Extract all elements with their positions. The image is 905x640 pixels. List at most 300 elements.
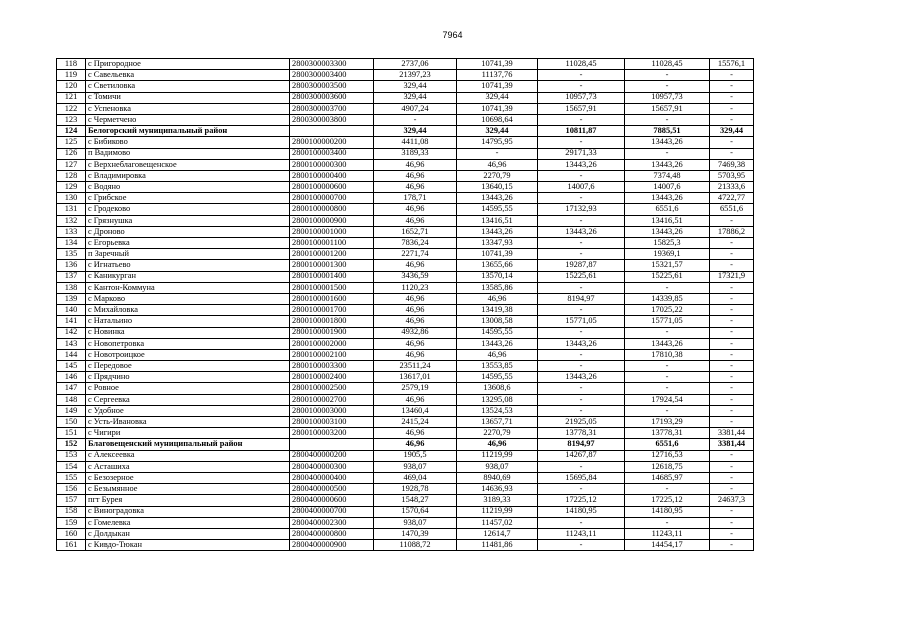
value-col-3: 13443,26 — [538, 159, 625, 170]
settlement-code: 2800100000300 — [290, 159, 374, 170]
value-col-2: 11481,86 — [457, 540, 538, 551]
row-number: 143 — [57, 338, 86, 349]
table-row — [57, 182, 754, 193]
value-col-1: 2579,19 — [374, 383, 457, 394]
value-col-4: - — [625, 484, 710, 495]
value-col-5: - — [710, 417, 754, 428]
row-number: 132 — [57, 215, 86, 226]
value-col-3: - — [538, 282, 625, 293]
value-col-5: - — [710, 305, 754, 316]
value-col-1: 2737,06 — [374, 59, 457, 70]
district-total-row — [57, 126, 754, 137]
value-col-4: 13778,31 — [625, 428, 710, 439]
value-col-2: 13008,58 — [457, 316, 538, 327]
table-row — [57, 394, 754, 405]
value-col-5: - — [710, 70, 754, 81]
value-col-2: 14636,93 — [457, 484, 538, 495]
value-col-4: 13443,26 — [625, 226, 710, 237]
value-col-3: - — [538, 361, 625, 372]
value-col-3: 13443,26 — [538, 338, 625, 349]
settlement-code: 2800300003500 — [290, 81, 374, 92]
value-col-4: 17810,38 — [625, 349, 710, 360]
settlement-code: 2800300003800 — [290, 114, 374, 125]
settlement-code: 2800100001700 — [290, 305, 374, 316]
table-row — [57, 103, 754, 114]
value-col-4: 7374,48 — [625, 170, 710, 181]
settlement-code: 2800400000500 — [290, 484, 374, 495]
value-col-1: 1652,71 — [374, 226, 457, 237]
settlement-code: 2800100003000 — [290, 405, 374, 416]
value-col-3: 8194,97 — [538, 293, 625, 304]
value-col-2: 13524,53 — [457, 405, 538, 416]
value-col-5: 6551,6 — [710, 204, 754, 215]
table-row — [57, 517, 754, 528]
value-col-5: - — [710, 249, 754, 260]
settlement-code: 2800100002400 — [290, 372, 374, 383]
settlement-name: с Передовое — [86, 361, 290, 372]
settlement-code: 2800300003700 — [290, 103, 374, 114]
value-col-4: - — [625, 148, 710, 159]
value-col-4: 14454,17 — [625, 540, 710, 551]
value-col-5: - — [710, 506, 754, 517]
value-col-2: 13419,38 — [457, 305, 538, 316]
row-number: 149 — [57, 405, 86, 416]
settlement-name: с Верхнеблаговещенское — [86, 159, 290, 170]
table-row — [57, 305, 754, 316]
value-col-1: 1905,5 — [374, 450, 457, 461]
value-col-1: 4932,86 — [374, 327, 457, 338]
value-col-3: 11243,11 — [538, 528, 625, 539]
value-col-2: 11457,02 — [457, 517, 538, 528]
value-col-2: 10741,39 — [457, 249, 538, 260]
settlement-code: 2800100000200 — [290, 137, 374, 148]
settlement-code: 2800300003400 — [290, 70, 374, 81]
settlement-code: 2800400000200 — [290, 450, 374, 461]
value-col-5: 7469,38 — [710, 159, 754, 170]
table-row — [57, 495, 754, 506]
settlement-name: с Егорьевка — [86, 238, 290, 249]
table-row — [57, 293, 754, 304]
row-number: 158 — [57, 506, 86, 517]
settlement-code: 2800100003400 — [290, 148, 374, 159]
table-row — [57, 383, 754, 394]
page-number: 7964 — [442, 30, 463, 40]
value-col-4: - — [625, 282, 710, 293]
value-col-1: 46,96 — [374, 439, 457, 450]
settlement-name: с Дроново — [86, 226, 290, 237]
value-col-3: - — [538, 383, 625, 394]
settlement-name: с Кивдо-Тюкан — [86, 540, 290, 551]
settlement-code: 2800100001800 — [290, 316, 374, 327]
row-number: 139 — [57, 293, 86, 304]
value-col-3: 15771,05 — [538, 316, 625, 327]
value-col-5: - — [710, 327, 754, 338]
value-col-5: - — [710, 282, 754, 293]
row-number: 128 — [57, 170, 86, 181]
settlement-name: с Безозерное — [86, 472, 290, 483]
settlement-name: с Игнатьево — [86, 260, 290, 271]
settlement-code: 2800400000800 — [290, 528, 374, 539]
settlement-code: 2800100001400 — [290, 271, 374, 282]
value-col-1: 13460,4 — [374, 405, 457, 416]
value-col-1: 469,04 — [374, 472, 457, 483]
settlement-code: 2800100000400 — [290, 170, 374, 181]
row-number: 135 — [57, 249, 86, 260]
table-row — [57, 249, 754, 260]
table-row — [57, 282, 754, 293]
value-col-5: - — [710, 148, 754, 159]
value-col-2: 13570,14 — [457, 271, 538, 282]
value-col-4: 13443,26 — [625, 338, 710, 349]
value-col-2: 13655,66 — [457, 260, 538, 271]
row-number: 160 — [57, 528, 86, 539]
value-col-3: - — [538, 405, 625, 416]
settlement-code — [290, 126, 374, 137]
row-number: 159 — [57, 517, 86, 528]
row-number: 131 — [57, 204, 86, 215]
value-col-3: 8194,97 — [538, 439, 625, 450]
settlement-name: с Ровное — [86, 383, 290, 394]
table-row — [57, 417, 754, 428]
value-col-2: 2270,79 — [457, 428, 538, 439]
value-col-1: 23511,24 — [374, 361, 457, 372]
table-row — [57, 238, 754, 249]
value-col-1: - — [374, 114, 457, 125]
value-col-2: 13657,71 — [457, 417, 538, 428]
value-col-3: - — [538, 215, 625, 226]
value-col-1: 46,96 — [374, 159, 457, 170]
settlement-name: с Алексеевка — [86, 450, 290, 461]
table-row — [57, 405, 754, 416]
value-col-1: 4907,24 — [374, 103, 457, 114]
value-col-2: 329,44 — [457, 92, 538, 103]
settlement-name: с Удобное — [86, 405, 290, 416]
value-col-3: 15695,84 — [538, 472, 625, 483]
settlement-code: 2800400000300 — [290, 461, 374, 472]
value-col-3: - — [538, 305, 625, 316]
settlement-name: Благовещенский муниципальный район — [86, 439, 290, 450]
value-col-5: - — [710, 215, 754, 226]
settlement-name: с Бибиково — [86, 137, 290, 148]
value-col-4: 17025,22 — [625, 305, 710, 316]
value-col-5: - — [710, 92, 754, 103]
value-col-5: - — [710, 372, 754, 383]
settlement-code: 2800100002500 — [290, 383, 374, 394]
value-col-2: 13443,26 — [457, 193, 538, 204]
row-number: 146 — [57, 372, 86, 383]
table-row — [57, 361, 754, 372]
value-col-3: 17225,12 — [538, 495, 625, 506]
settlement-name: с Долдыкан — [86, 528, 290, 539]
value-col-1: 2415,24 — [374, 417, 457, 428]
value-col-5: 4722,77 — [710, 193, 754, 204]
value-col-1: 1548,27 — [374, 495, 457, 506]
value-col-1: 1570,64 — [374, 506, 457, 517]
value-col-1: 3436,59 — [374, 271, 457, 282]
settlement-name: с Грибское — [86, 193, 290, 204]
settlement-code: 2800100001000 — [290, 226, 374, 237]
value-col-5: - — [710, 528, 754, 539]
value-col-2: 329,44 — [457, 126, 538, 137]
value-col-2: 13640,15 — [457, 182, 538, 193]
settlement-code: 2800100002100 — [290, 349, 374, 360]
settlement-name: с Каникурган — [86, 271, 290, 282]
settlement-name: с Михайловка — [86, 305, 290, 316]
settlement-name: с Сергеевка — [86, 394, 290, 405]
value-col-1: 1928,78 — [374, 484, 457, 495]
table-row — [57, 59, 754, 70]
row-number: 148 — [57, 394, 86, 405]
value-col-5: 21333,6 — [710, 182, 754, 193]
value-col-3: - — [538, 540, 625, 551]
value-col-1: 21397,23 — [374, 70, 457, 81]
settlement-name: с Успеновка — [86, 103, 290, 114]
value-col-4: 7885,51 — [625, 126, 710, 137]
settlement-name: п Заречный — [86, 249, 290, 260]
value-col-4: 6551,6 — [625, 204, 710, 215]
settlement-name: с Марково — [86, 293, 290, 304]
value-col-5: - — [710, 114, 754, 125]
settlement-name: с Новотроицкое — [86, 349, 290, 360]
row-number: 141 — [57, 316, 86, 327]
row-number: 157 — [57, 495, 86, 506]
value-col-5: 17321,9 — [710, 271, 754, 282]
value-col-3: 14007,6 — [538, 182, 625, 193]
settlement-name: с Пригородное — [86, 59, 290, 70]
value-col-4: 15825,3 — [625, 238, 710, 249]
value-col-3: - — [538, 461, 625, 472]
settlement-code: 2800400002300 — [290, 517, 374, 528]
settlements-table — [56, 58, 754, 551]
value-col-3: 19287,87 — [538, 260, 625, 271]
value-col-2: 14595,55 — [457, 204, 538, 215]
value-col-4: - — [625, 372, 710, 383]
value-col-5: 17886,2 — [710, 226, 754, 237]
value-col-1: 938,07 — [374, 461, 457, 472]
value-col-3: 13443,26 — [538, 372, 625, 383]
value-col-5: - — [710, 383, 754, 394]
value-col-3: 14267,87 — [538, 450, 625, 461]
value-col-5: 5703,95 — [710, 170, 754, 181]
value-col-2: 46,96 — [457, 293, 538, 304]
value-col-1: 46,96 — [374, 170, 457, 181]
value-col-4: 15321,57 — [625, 260, 710, 271]
settlement-code: 2800300003600 — [290, 92, 374, 103]
settlement-code: 2800400000600 — [290, 495, 374, 506]
value-col-5: - — [710, 316, 754, 327]
settlement-code: 2800100000900 — [290, 215, 374, 226]
value-col-1: 46,96 — [374, 260, 457, 271]
value-col-1: 46,96 — [374, 215, 457, 226]
value-col-4: - — [625, 517, 710, 528]
table-row — [57, 226, 754, 237]
value-col-5: - — [710, 338, 754, 349]
table-row — [57, 338, 754, 349]
value-col-4: - — [625, 114, 710, 125]
value-col-1: 1120,23 — [374, 282, 457, 293]
value-col-4: 10957,73 — [625, 92, 710, 103]
value-col-3: - — [538, 249, 625, 260]
settlement-name: с Натальино — [86, 316, 290, 327]
value-col-1: 46,96 — [374, 349, 457, 360]
value-col-3: 17132,93 — [538, 204, 625, 215]
table-row — [57, 484, 754, 495]
table-row — [57, 193, 754, 204]
value-col-5: - — [710, 293, 754, 304]
value-col-5: - — [710, 540, 754, 551]
value-col-5: 15576,1 — [710, 59, 754, 70]
row-number: 145 — [57, 361, 86, 372]
value-col-4: 11243,11 — [625, 528, 710, 539]
settlement-name: с Томичи — [86, 92, 290, 103]
value-col-3: 10957,73 — [538, 92, 625, 103]
table-row — [57, 148, 754, 159]
settlement-name: с Прядчино — [86, 372, 290, 383]
value-col-3: - — [538, 349, 625, 360]
value-col-4: - — [625, 81, 710, 92]
value-col-1: 13617,01 — [374, 372, 457, 383]
row-number: 133 — [57, 226, 86, 237]
value-col-3: - — [538, 484, 625, 495]
value-col-2: 2270,79 — [457, 170, 538, 181]
value-col-2: 13553,85 — [457, 361, 538, 372]
value-col-2: 8940,69 — [457, 472, 538, 483]
row-number: 161 — [57, 540, 86, 551]
value-col-2: 13295,08 — [457, 394, 538, 405]
value-col-5: 329,44 — [710, 126, 754, 137]
value-col-3: - — [538, 170, 625, 181]
value-col-2: 14795,95 — [457, 137, 538, 148]
value-col-3: 15657,91 — [538, 103, 625, 114]
row-number: 129 — [57, 182, 86, 193]
value-col-5: - — [710, 472, 754, 483]
value-col-1: 46,96 — [374, 338, 457, 349]
value-col-2: 14595,55 — [457, 372, 538, 383]
value-col-4: 15771,05 — [625, 316, 710, 327]
settlement-code: 2800100002000 — [290, 338, 374, 349]
value-col-3: 29171,33 — [538, 148, 625, 159]
value-col-4: - — [625, 361, 710, 372]
table-row — [57, 461, 754, 472]
settlement-code: 2800100001900 — [290, 327, 374, 338]
value-col-1: 46,96 — [374, 182, 457, 193]
value-col-3: - — [538, 238, 625, 249]
settlement-code: 2800100001300 — [290, 260, 374, 271]
settlement-name: с Усть-Ивановка — [86, 417, 290, 428]
value-col-5: - — [710, 238, 754, 249]
row-number: 138 — [57, 282, 86, 293]
row-number: 124 — [57, 126, 86, 137]
settlement-code: 2800100003200 — [290, 428, 374, 439]
value-col-4: - — [625, 383, 710, 394]
table-row — [57, 81, 754, 92]
value-col-5: - — [710, 461, 754, 472]
value-col-4: 14339,85 — [625, 293, 710, 304]
value-col-5: - — [710, 361, 754, 372]
value-col-4: 13443,26 — [625, 159, 710, 170]
settlement-name: п Вадимово — [86, 148, 290, 159]
value-col-2: 11219,99 — [457, 450, 538, 461]
value-col-1: 46,96 — [374, 428, 457, 439]
value-col-2: 10741,39 — [457, 103, 538, 114]
row-number: 126 — [57, 148, 86, 159]
settlement-name: с Кантон-Коммуна — [86, 282, 290, 293]
value-col-1: 2271,74 — [374, 249, 457, 260]
settlement-name: с Асташиха — [86, 461, 290, 472]
settlement-code: 2800100003300 — [290, 361, 374, 372]
value-col-3: - — [538, 517, 625, 528]
value-col-2: 13416,51 — [457, 215, 538, 226]
row-number: 121 — [57, 92, 86, 103]
value-col-5: - — [710, 394, 754, 405]
value-col-1: 46,96 — [374, 305, 457, 316]
settlement-name: с Светиловка — [86, 81, 290, 92]
value-col-4: 14180,95 — [625, 506, 710, 517]
table-row — [57, 159, 754, 170]
value-col-4: 14007,6 — [625, 182, 710, 193]
value-col-3: 13778,31 — [538, 428, 625, 439]
row-number: 120 — [57, 81, 86, 92]
table-row — [57, 349, 754, 360]
value-col-5: - — [710, 517, 754, 528]
settlement-name: с Савельевка — [86, 70, 290, 81]
row-number: 123 — [57, 114, 86, 125]
value-col-2: - — [457, 148, 538, 159]
table-row — [57, 327, 754, 338]
value-col-2: 10741,39 — [457, 59, 538, 70]
value-col-5: - — [710, 81, 754, 92]
value-col-2: 938,07 — [457, 461, 538, 472]
table-row — [57, 137, 754, 148]
value-col-1: 7836,24 — [374, 238, 457, 249]
table-body — [57, 59, 754, 551]
table-row — [57, 170, 754, 181]
settlement-name: пгт Бурея — [86, 495, 290, 506]
row-number: 119 — [57, 70, 86, 81]
value-col-2: 14595,55 — [457, 327, 538, 338]
value-col-1: 1470,39 — [374, 528, 457, 539]
table-row — [57, 92, 754, 103]
table-row — [57, 506, 754, 517]
value-col-3: 11028,45 — [538, 59, 625, 70]
value-col-1: 46,96 — [374, 394, 457, 405]
value-col-3: - — [538, 327, 625, 338]
table-row — [57, 271, 754, 282]
settlement-code: 2800100002700 — [290, 394, 374, 405]
value-col-3: - — [538, 394, 625, 405]
value-col-4: 6551,6 — [625, 439, 710, 450]
value-col-1: 11088,72 — [374, 540, 457, 551]
settlement-name: с Новинка — [86, 327, 290, 338]
settlement-name: с Черметчено — [86, 114, 290, 125]
settlement-name: с Водяно — [86, 182, 290, 193]
row-number: 125 — [57, 137, 86, 148]
value-col-4: 17193,29 — [625, 417, 710, 428]
value-col-2: 11219,99 — [457, 506, 538, 517]
settlement-code: 2800300003300 — [290, 59, 374, 70]
settlement-name: с Гродеково — [86, 204, 290, 215]
value-col-5: - — [710, 450, 754, 461]
settlement-name: с Владимировка — [86, 170, 290, 181]
settlement-code: 2800100001200 — [290, 249, 374, 260]
value-col-1: 4411,08 — [374, 137, 457, 148]
table-row — [57, 450, 754, 461]
value-col-4: - — [625, 327, 710, 338]
table-row — [57, 316, 754, 327]
settlement-code: 2800100001500 — [290, 282, 374, 293]
value-col-5: - — [710, 349, 754, 360]
row-number: 122 — [57, 103, 86, 114]
